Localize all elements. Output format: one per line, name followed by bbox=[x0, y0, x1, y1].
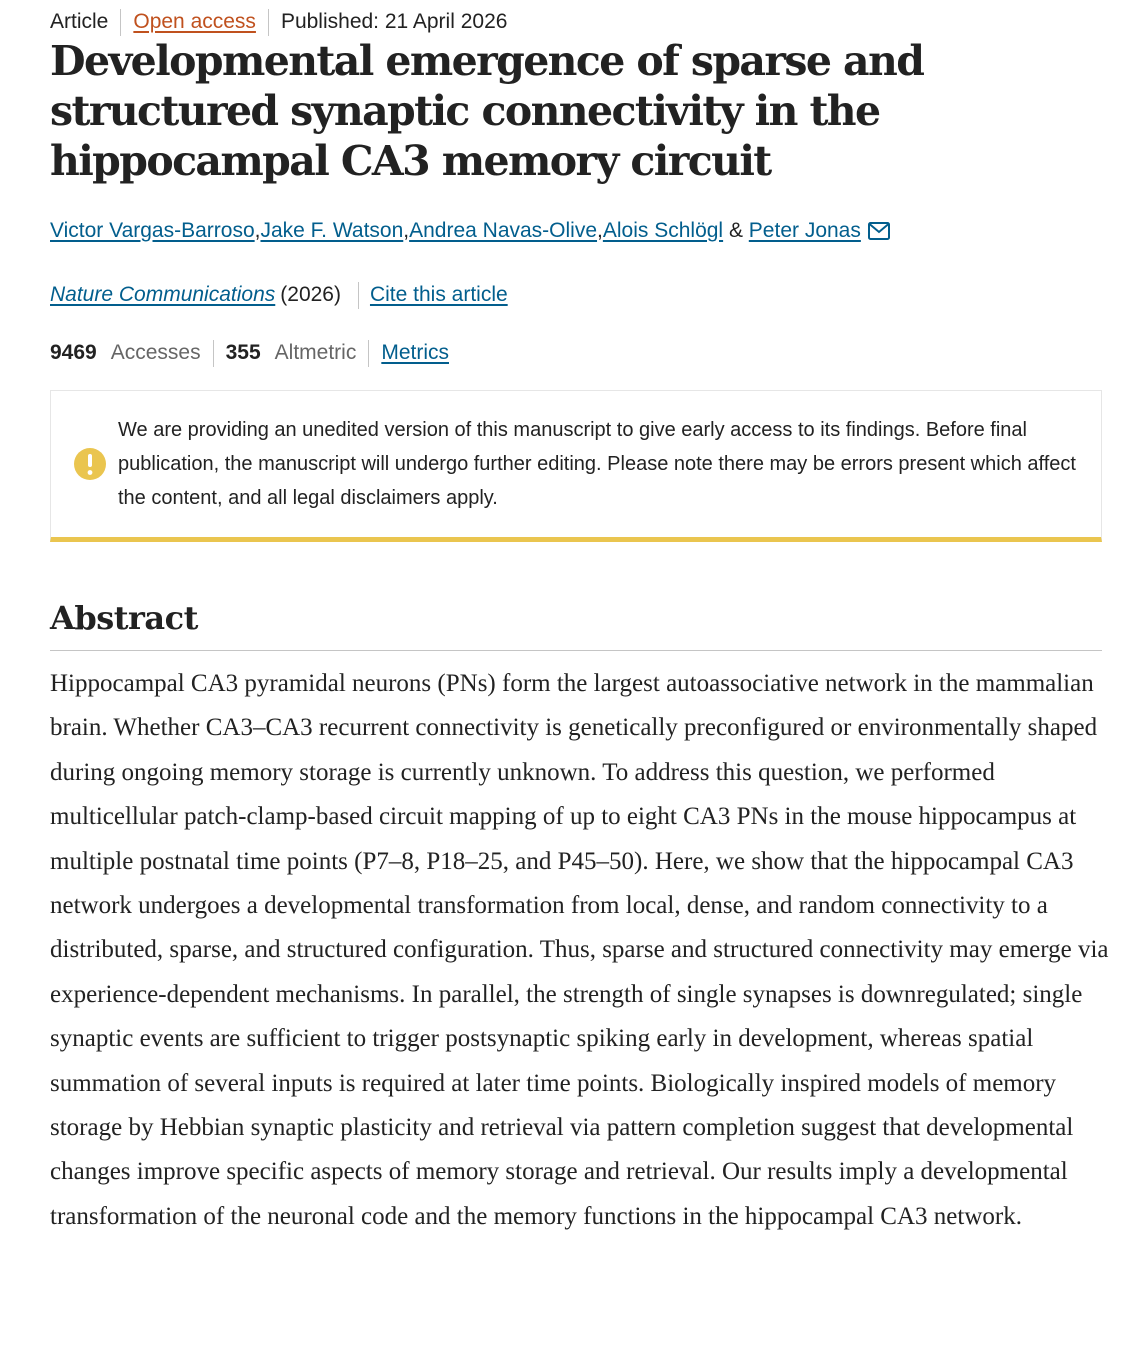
author-separator: , bbox=[254, 219, 261, 242]
author-link[interactable]: Victor Vargas-Barroso bbox=[50, 219, 255, 242]
unedited-manuscript-notice bbox=[50, 390, 1102, 542]
author-link[interactable]: Jake F. Watson bbox=[260, 219, 404, 242]
author-separator: , bbox=[403, 219, 410, 242]
abstract-heading: Abstract bbox=[50, 599, 198, 637]
abstract-divider bbox=[50, 650, 1102, 651]
article-metrics bbox=[50, 338, 449, 368]
article-title: Developmental emergence of sparse and structured synaptic connectivity in the hippocampal CA3 memory circuit bbox=[50, 37, 924, 185]
article-type: Article bbox=[50, 10, 109, 33]
metrics-divider bbox=[368, 340, 369, 367]
journal-line bbox=[50, 280, 508, 310]
article-meta bbox=[50, 8, 507, 36]
journal-divider bbox=[358, 282, 359, 309]
author-link[interactable]: Alois Schlögl bbox=[602, 219, 724, 242]
altmetric-label: Altmetric bbox=[274, 341, 357, 364]
author-link[interactable]: Andrea Navas-Olive bbox=[409, 219, 598, 242]
author-list bbox=[50, 216, 890, 246]
mail-icon[interactable] bbox=[868, 219, 890, 237]
author-separator: , bbox=[597, 219, 603, 242]
accesses-label: Accesses bbox=[110, 341, 201, 364]
exclamation-icon bbox=[73, 447, 107, 481]
meta-divider bbox=[268, 9, 269, 36]
notice-text: We are providing an unedited version of this manuscript to give early access to its findings. Before final publication, the manuscript will undergo further editing. Please note there may be errors present which affect the content, and all legal disclaimers apply. bbox=[118, 419, 1076, 509]
accesses-count: 9469 bbox=[50, 341, 97, 364]
meta-divider bbox=[120, 9, 121, 36]
publication-year: (2026) bbox=[280, 283, 341, 306]
author-link[interactable]: Peter Jonas bbox=[748, 219, 861, 242]
open-access-link[interactable]: Open access bbox=[133, 10, 256, 33]
published-date: Published: 21 April 2026 bbox=[280, 10, 508, 33]
altmetric-count: 355 bbox=[225, 341, 261, 364]
abstract-text: Hippocampal CA3 pyramidal neurons (PNs) form the largest autoassociative network in the mammalian brain. Whether CA3–CA3 recurrent connectivity is genetically preconfigured or environmentally shaped during ongoing memory storage is currently unknown. To address this question, we performed multicellular patch-clamp-based circuit mapping of up to eight CA3 PNs in the mouse hippocampus at multiple postnatal time points (P7–8, P18–25, and P45–50). Here, we show that the hippocampal CA3 network undergoes a developmental transformation from local, dense, and random connectivity to a distributed, sparse, and structured configuration. Thus, sparse and structured connectivity may emerge via experience-dependent mechanisms. In parallel, the strength of single synapses is downregulated; single synaptic events are sufficient to trigger postsynaptic spiking early in development, whereas spatial summation of several inputs is required at later time points. Biologically inspired models of memory storage by Hebbian synaptic plasticity and retrieval via pattern completion suggest that developmental changes improve specific aspects of memory storage and retrieval. Our results imply a developmental transformation of the neuronal code and the memory functions in the hippocampal CA3 network. bbox=[50, 670, 1109, 1230]
metrics-link[interactable]: Metrics bbox=[381, 341, 449, 364]
cite-article-link[interactable]: Cite this article bbox=[369, 283, 508, 306]
metrics-divider bbox=[213, 340, 214, 367]
journal-link[interactable]: Nature Communications bbox=[50, 283, 276, 306]
author-conjunction: & bbox=[723, 219, 749, 242]
